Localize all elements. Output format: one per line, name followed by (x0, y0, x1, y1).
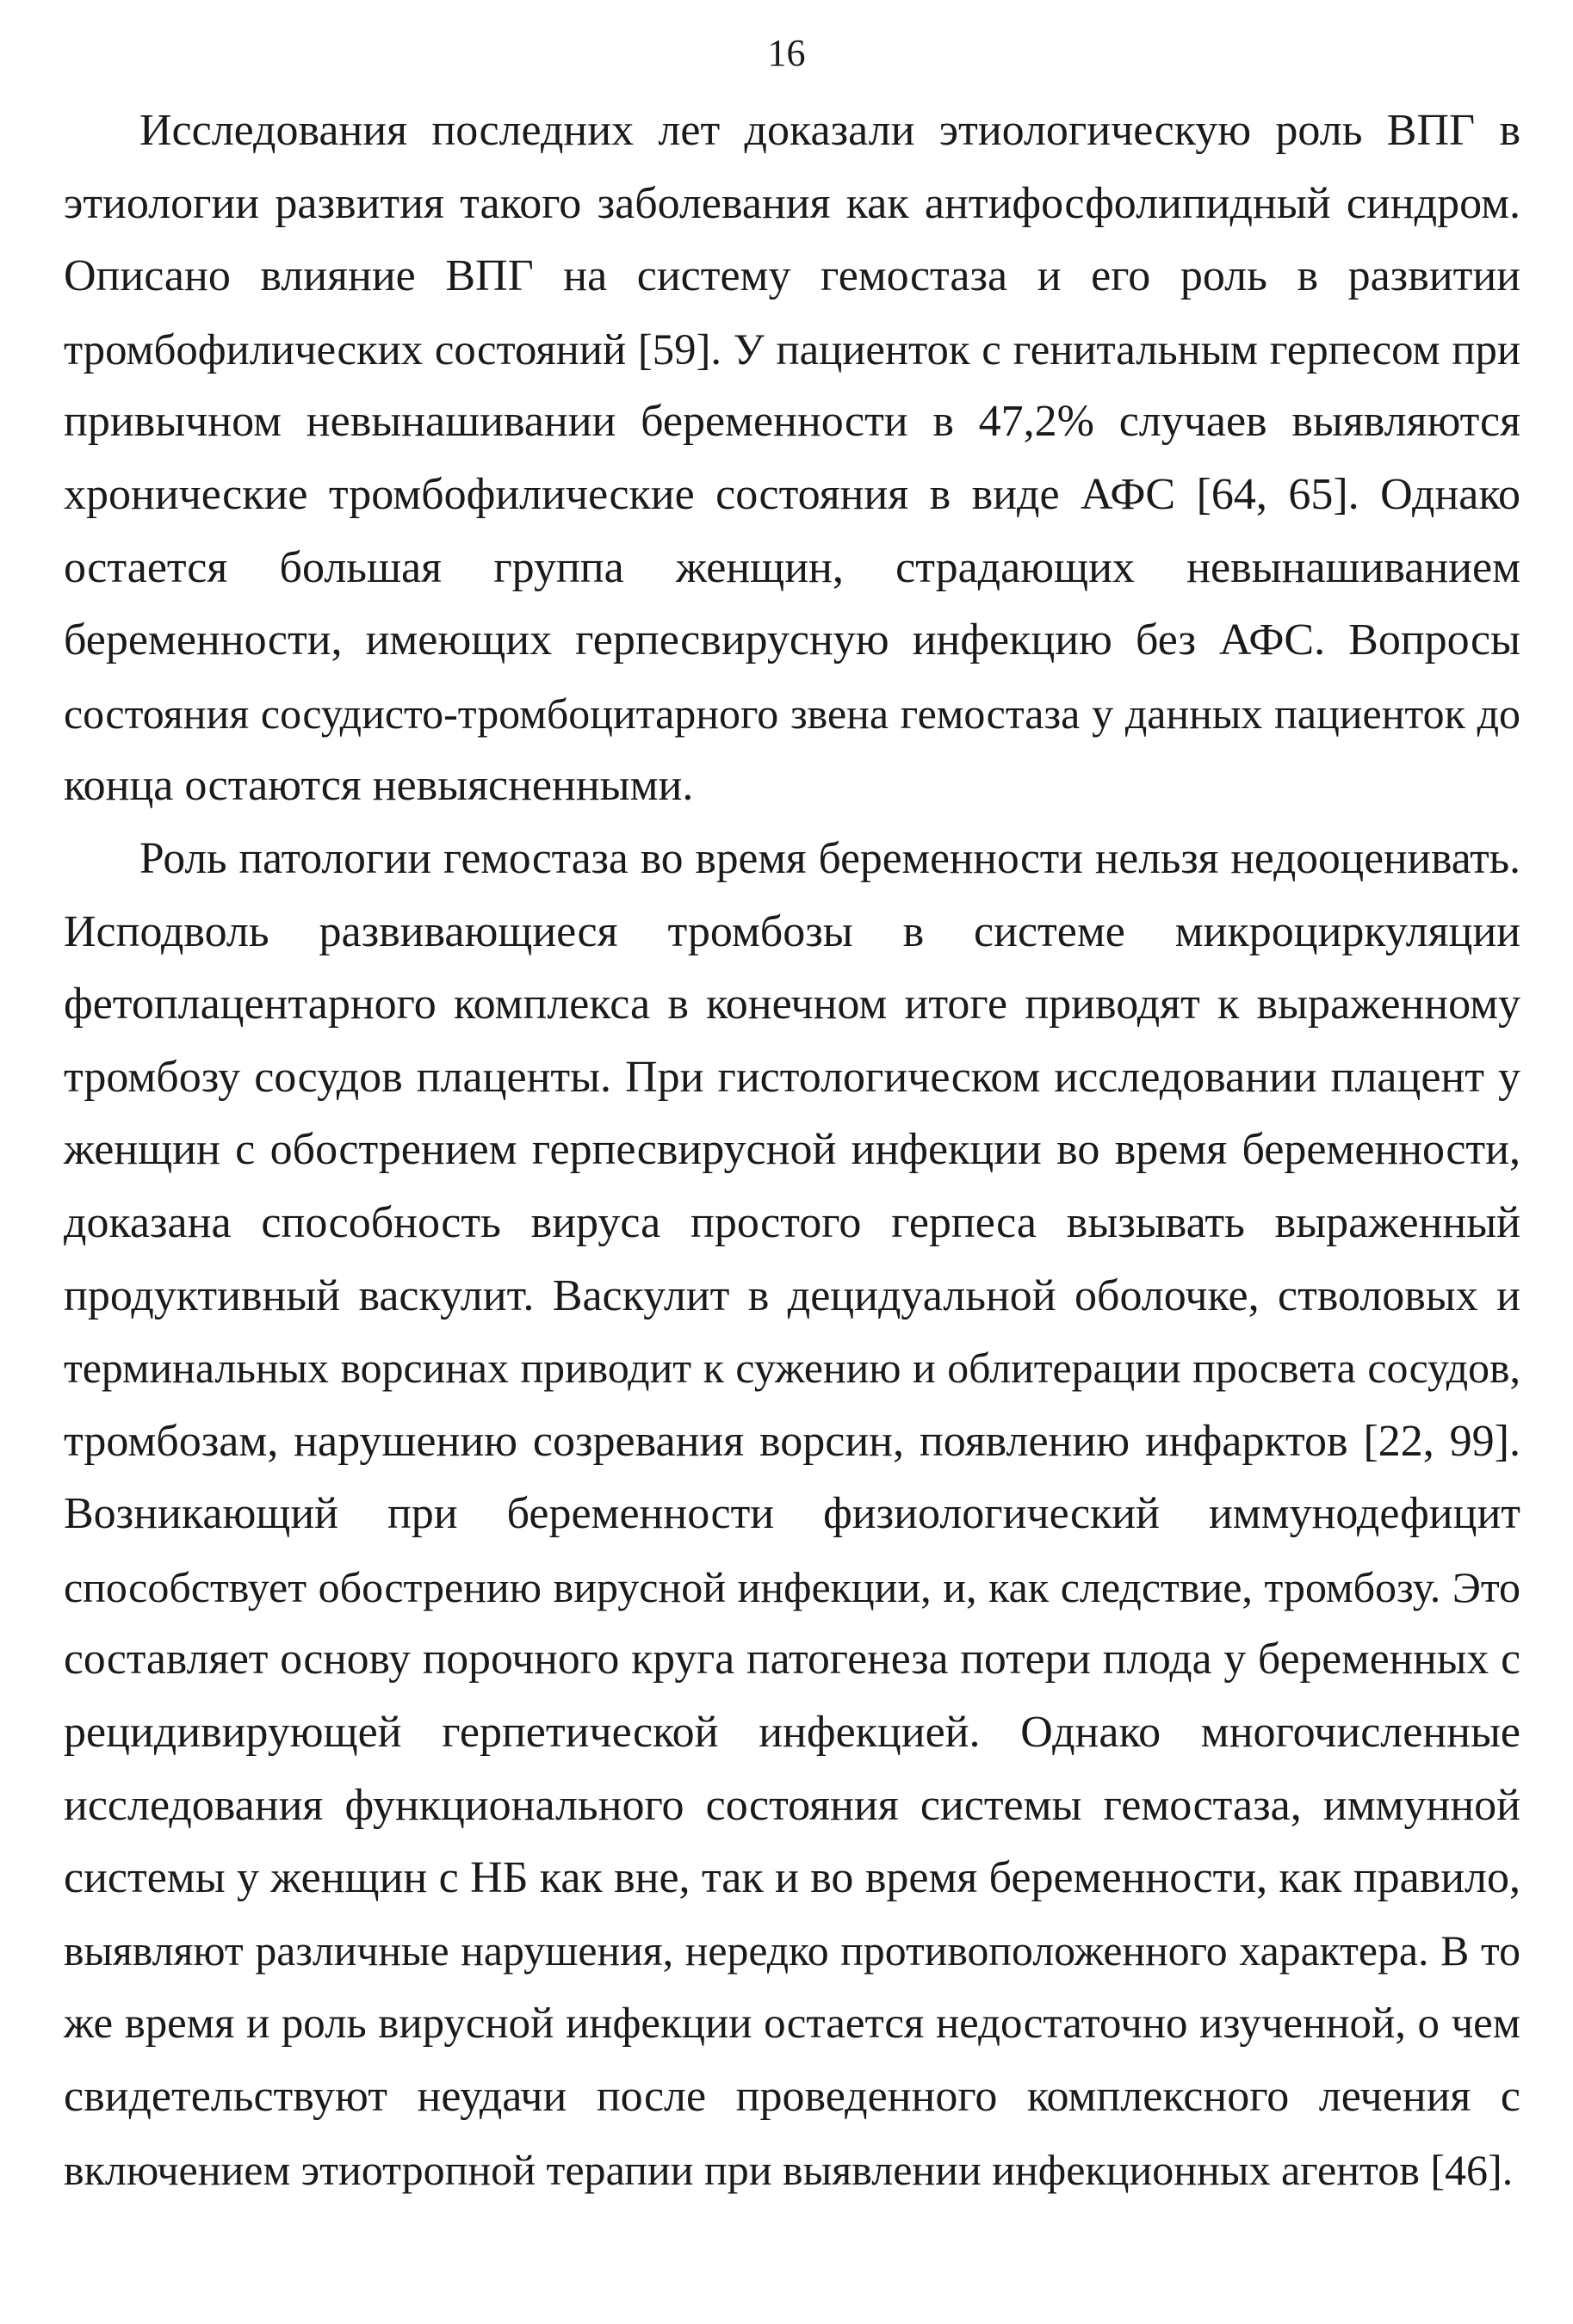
paragraph-2-line: Возникающий при беременности физиологический иммунодефицит (64, 1489, 1520, 1539)
paragraph-2-line: терминальных ворсинах приводит к сужению и облитерации просвета сосудов, (64, 1344, 1520, 1393)
paragraph-2-line: фетоплацентарного комплекса в конечном итоге приводят к выраженному (64, 980, 1520, 1029)
paragraph-2-line: способствует обострению вирусной инфекции, и, как следствие, тромбозу. Это (64, 1562, 1520, 1611)
paragraph-1-line: состояния сосудисто-тромбоцитарного звена гемостаза у данных пациенток до (64, 689, 1520, 738)
paragraph-2-line: доказана способность вируса простого герпеса вызывать выраженный (64, 1197, 1520, 1247)
paragraph-2-line: продуктивный васкулит. Васкулит в децидуальной оболочке, стволовых и (64, 1270, 1520, 1320)
paragraph-1-line: Исследования последних лет доказали этиологическую роль ВПГ в (139, 106, 1520, 155)
paragraph-1-line: хронические тромбофилические состояния в виде АФС [64, 65]. Однако (64, 469, 1520, 519)
page-number: 16 (767, 32, 806, 74)
paragraph-1-line: этиологии развития такого заболевания как антифосфолипидный синдром. (64, 178, 1520, 228)
body-text (64, 95, 1520, 2206)
paragraph-2-line: женщин с обострением герпесвирусной инфекции во время беременности, (64, 1125, 1520, 1175)
paragraph-1-line: тромбофилических состояний [59]. У пациенток с генитальным герпесом при (64, 324, 1520, 374)
paragraph-2-line: тромбозам, нарушению созревания ворсин, появлению инфарктов [22, 99]. (64, 1416, 1520, 1466)
paragraph-1-line: беременности, имеющих герпесвирусную инфекцию без АФС. Вопросы (64, 615, 1520, 665)
paragraph-1-line: привычном невынашивании беременности в 47,2% случаев выявляются (64, 397, 1520, 447)
paragraph-1 (64, 95, 1520, 823)
paragraph-2-line: Исподволь развивающиеся тромбозы в системе микроциркуляции (64, 906, 1520, 956)
paragraph-2-line: системы у женщин с НБ как вне, так и во время беременности, как правило, (64, 1853, 1520, 1903)
paragraph-2-line: включением этиотропной терапии при выявлении инфекционных агентов [46]. (64, 2145, 1514, 2194)
paragraph-2-line: исследования функционального состояния системы гемостаза, иммунной (64, 1780, 1520, 1830)
paragraph-2-line: же время и роль вирусной инфекции остается недостаточно изученной, о чем (64, 2000, 1520, 2049)
paragraph-1-line: Описано влияние ВПГ на систему гемостаза и его роль в развитии (64, 251, 1520, 301)
paragraph-2 (64, 823, 1520, 2206)
paragraph-2-line: выявляют различные нарушения, нередко противоположенного характера. В то (64, 1926, 1520, 1975)
paragraph-2-line: свидетельствуют неудачи после проведенного комплексного лечения с (64, 2072, 1520, 2122)
paragraph-2-line: тромбозу сосудов плаценты. При гистологическом исследовании плацент у (64, 1052, 1520, 1102)
paragraph-2-line: составляет основу порочного круга патогенеза потери плода у беременных с (64, 1635, 1520, 1684)
paragraph-2-line: Роль патологии гемостаза во время беременности нельзя недооценивать. (139, 833, 1520, 883)
paragraph-1-line: остается большая группа женщин, страдающих невынашиванием (64, 542, 1520, 592)
paragraph-1-line: конца остаются невыясненными. (64, 761, 694, 811)
paragraph-2-line: рецидивирующей герпетической инфекцией. Однако многочисленные (64, 1708, 1520, 1758)
